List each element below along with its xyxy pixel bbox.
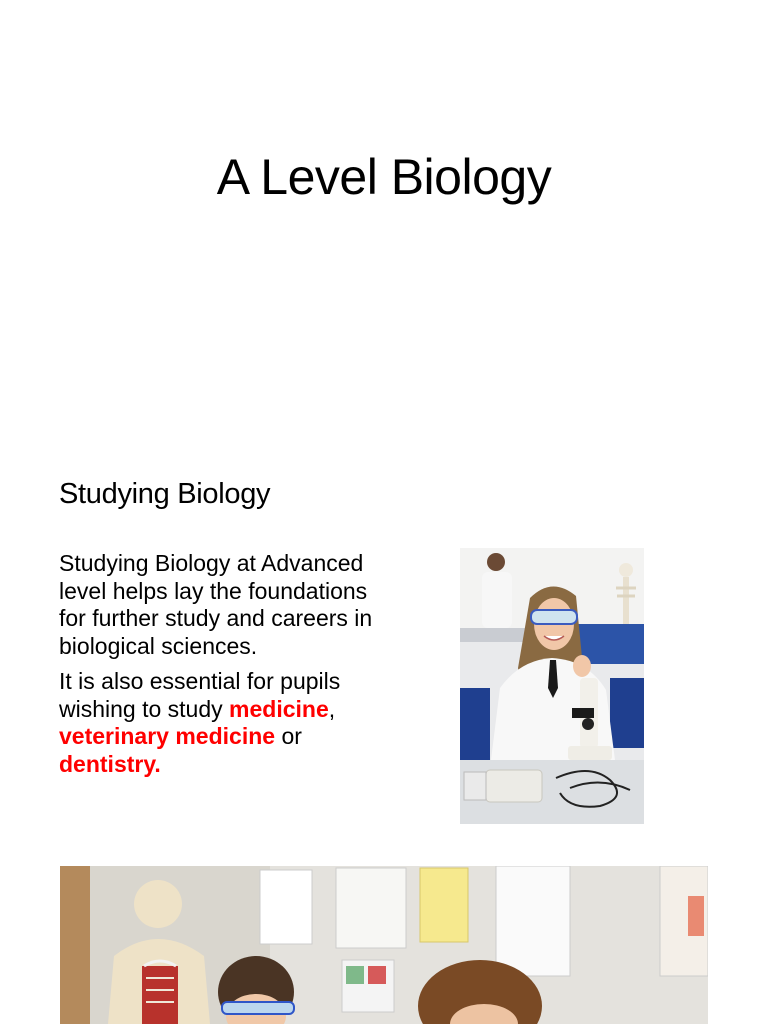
paragraph-2-intro: It is also essential for pupils wishing to study (59, 668, 341, 722)
slide-body (59, 550, 389, 786)
separator-comma: , (328, 695, 336, 722)
paragraph-1: Studying Biology at Advanced level helps lay the foundations for further study and careers in biological sciences. (59, 550, 373, 659)
photo-slide (0, 866, 768, 1024)
slide-title: A Level Biology (216, 149, 552, 205)
highlight-medicine: medicine (229, 695, 329, 722)
student-microscope-photo (460, 548, 644, 824)
separator-or: or (275, 723, 302, 749)
title-slide (0, 0, 768, 430)
slide-heading: Studying Biology (59, 478, 271, 510)
highlight-veterinary-medicine: veterinary medicine (59, 723, 276, 749)
paragraph-2 (59, 668, 389, 778)
students-lab-photo (60, 866, 708, 1024)
content-slide (0, 430, 768, 860)
highlight-dentistry: dentistry. (59, 750, 161, 777)
